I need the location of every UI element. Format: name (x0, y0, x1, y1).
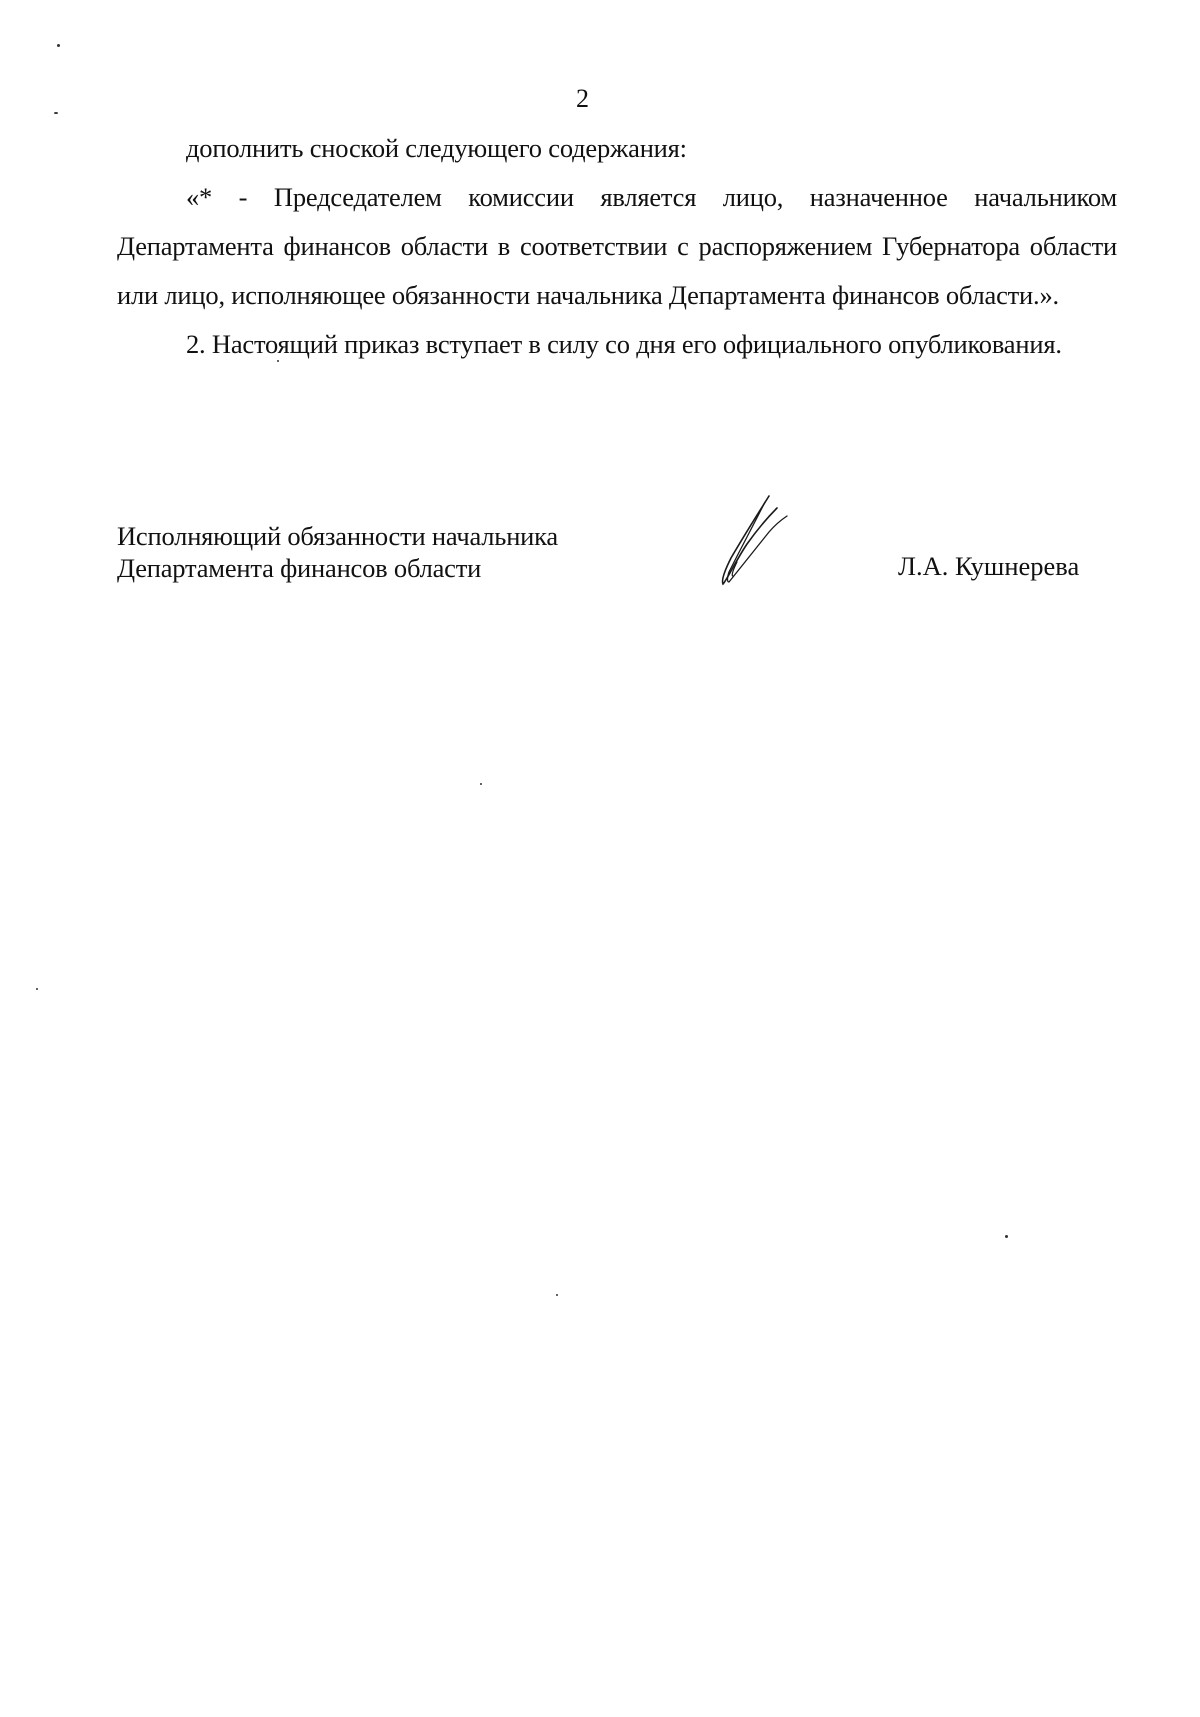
signatory-name: Л.А. Кушнерева (898, 551, 1080, 581)
scan-speck (1005, 1235, 1008, 1238)
scan-speck (36, 988, 38, 990)
paragraph-effective-date: 2. Настоящий приказ вступает в силу со дня его официального опубликования. (186, 329, 1062, 359)
scan-speck (277, 360, 279, 362)
page-number: 2 (576, 84, 589, 113)
paragraph-footnote: «* - Председателем комиссии является лицо, назначенное начальником Департамента финансов области в соответствии с распоряжением Губернатора области или лицо, исполняющее обязанности начальника Департамента финансов области.». (117, 182, 1117, 310)
paragraph-intro: дополнить сноской следующего содержания: (186, 133, 687, 163)
handwritten-signature (707, 492, 797, 592)
signatory-position-line2: Департамента финансов области (117, 553, 482, 583)
scan-speck (54, 112, 58, 114)
scan-speck (480, 783, 482, 785)
signature-block (117, 520, 1117, 600)
signatory-position-line1: Исполняющий обязанности начальника (117, 521, 558, 551)
signatory-position (117, 520, 558, 584)
scan-speck (556, 1294, 558, 1296)
document-body (117, 124, 1117, 369)
scan-speck (57, 44, 60, 47)
